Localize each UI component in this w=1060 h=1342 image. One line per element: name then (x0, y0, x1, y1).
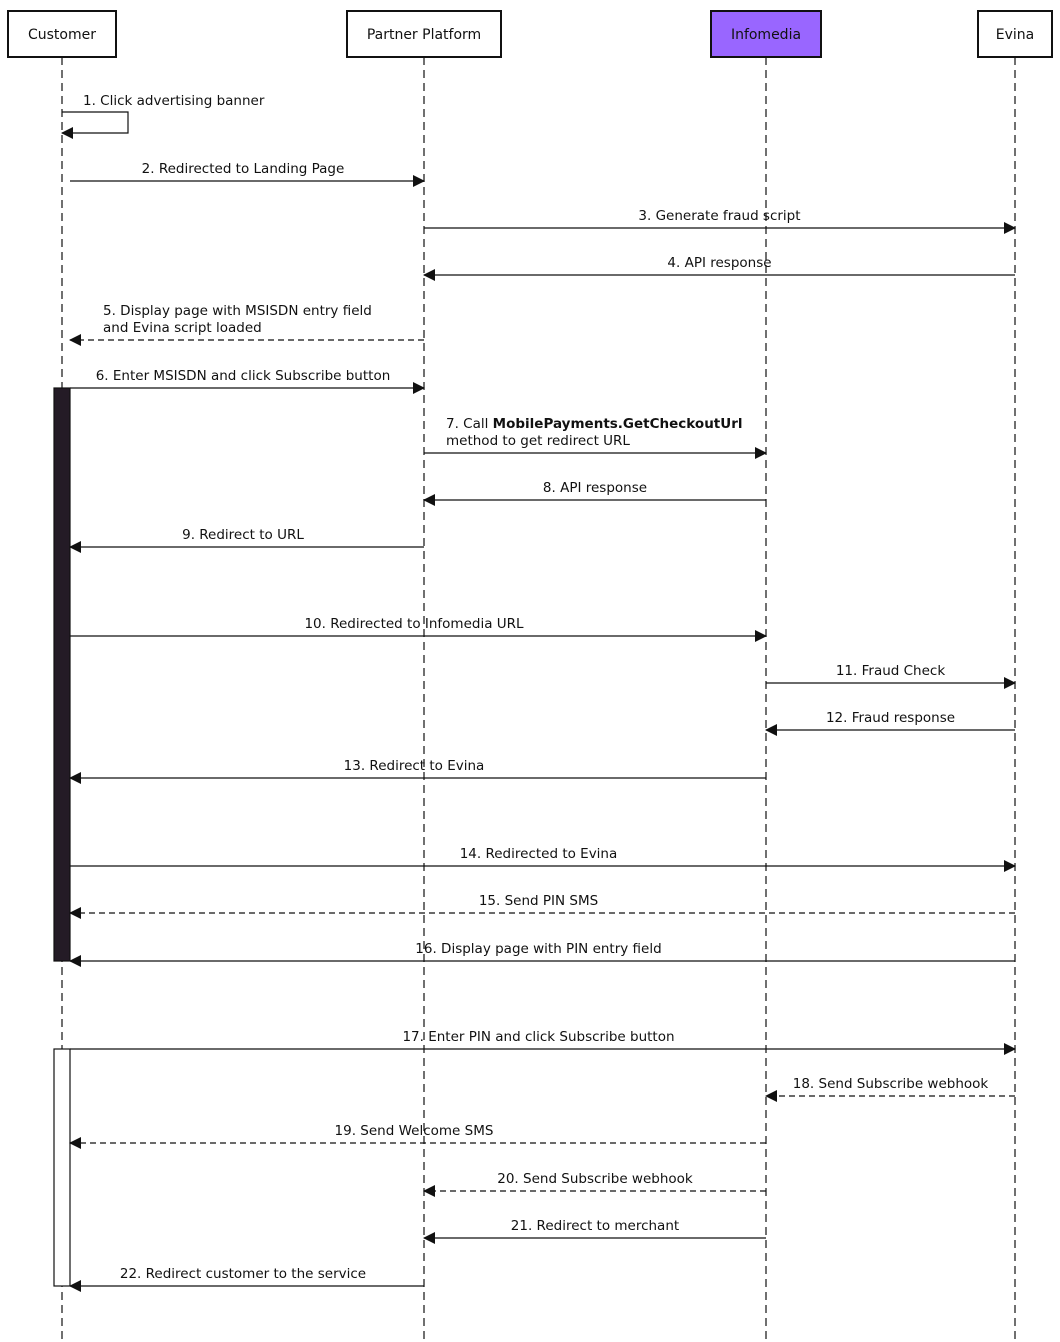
message-10 (70, 616, 766, 636)
message-4 (424, 255, 1015, 275)
message-label: method to get redirect URL (446, 433, 630, 449)
message-label: 4. API response (667, 255, 772, 271)
message-label: 20. Send Subscribe webhook (497, 1171, 693, 1187)
message-label: 3. Generate fraud script (638, 208, 801, 224)
message-17 (70, 1029, 1015, 1049)
participant-label: Customer (27, 27, 97, 43)
message-20 (424, 1171, 766, 1191)
message-6 (70, 368, 424, 388)
participant-infomedia (711, 11, 821, 57)
message-8 (424, 480, 766, 500)
message-label: 1. Click advertising banner (83, 93, 265, 109)
message-7 (424, 416, 766, 453)
message-22 (70, 1266, 424, 1286)
message-label: 19. Send Welcome SMS (334, 1123, 494, 1139)
message-21 (424, 1218, 766, 1238)
message-label: 14. Redirected to Evina (459, 846, 618, 862)
message-label: 10. Redirected to Infomedia URL (304, 616, 524, 632)
participant-partner (347, 11, 501, 57)
message-3 (424, 208, 1015, 228)
message-label: 5. Display page with MSISDN entry field (103, 303, 372, 319)
message-label: 16. Display page with PIN entry field (415, 941, 662, 957)
message-9 (70, 527, 424, 547)
participant-evina (978, 11, 1052, 57)
message-19 (70, 1123, 766, 1143)
message-18 (766, 1076, 1015, 1096)
message-12 (766, 710, 1015, 730)
message-label: 13. Redirect to Evina (343, 758, 485, 774)
participant-label: Infomedia (730, 27, 802, 43)
message-16 (70, 941, 1015, 961)
message-11 (766, 663, 1015, 683)
message-5 (70, 303, 424, 340)
message-label: 17. Enter PIN and click Subscribe button (402, 1029, 675, 1045)
message-label: 11. Fraud Check (835, 663, 946, 679)
participant-label: Partner Platform (366, 27, 482, 43)
message-label (446, 416, 743, 432)
message-13 (70, 758, 766, 778)
message-label: and Evina script loaded (103, 320, 262, 336)
message-label-prefix: 7. Call (446, 416, 493, 432)
participant-customer (8, 11, 116, 57)
message-15 (70, 893, 1015, 913)
message-2 (70, 161, 424, 181)
message-arrow (62, 112, 128, 133)
message-label: 22. Redirect customer to the service (119, 1266, 367, 1282)
message-label: 21. Redirect to merchant (510, 1218, 680, 1234)
message-label: 2. Redirected to Landing Page (141, 161, 345, 177)
message-label: 6. Enter MSISDN and click Subscribe button (95, 368, 391, 384)
method-name: MobilePayments.GetCheckoutUrl (492, 416, 743, 432)
activation-bar (54, 388, 70, 961)
message-label: 18. Send Subscribe webhook (792, 1076, 989, 1092)
message-label: 15. Send PIN SMS (478, 893, 599, 909)
participant-label: Evina (995, 27, 1035, 43)
message-label: 12. Fraud response (825, 710, 956, 726)
message-label: 8. API response (542, 480, 648, 496)
activation-bar (54, 1049, 70, 1286)
message-1 (62, 93, 265, 133)
message-label: 9. Redirect to URL (182, 527, 304, 543)
message-14 (70, 846, 1015, 866)
